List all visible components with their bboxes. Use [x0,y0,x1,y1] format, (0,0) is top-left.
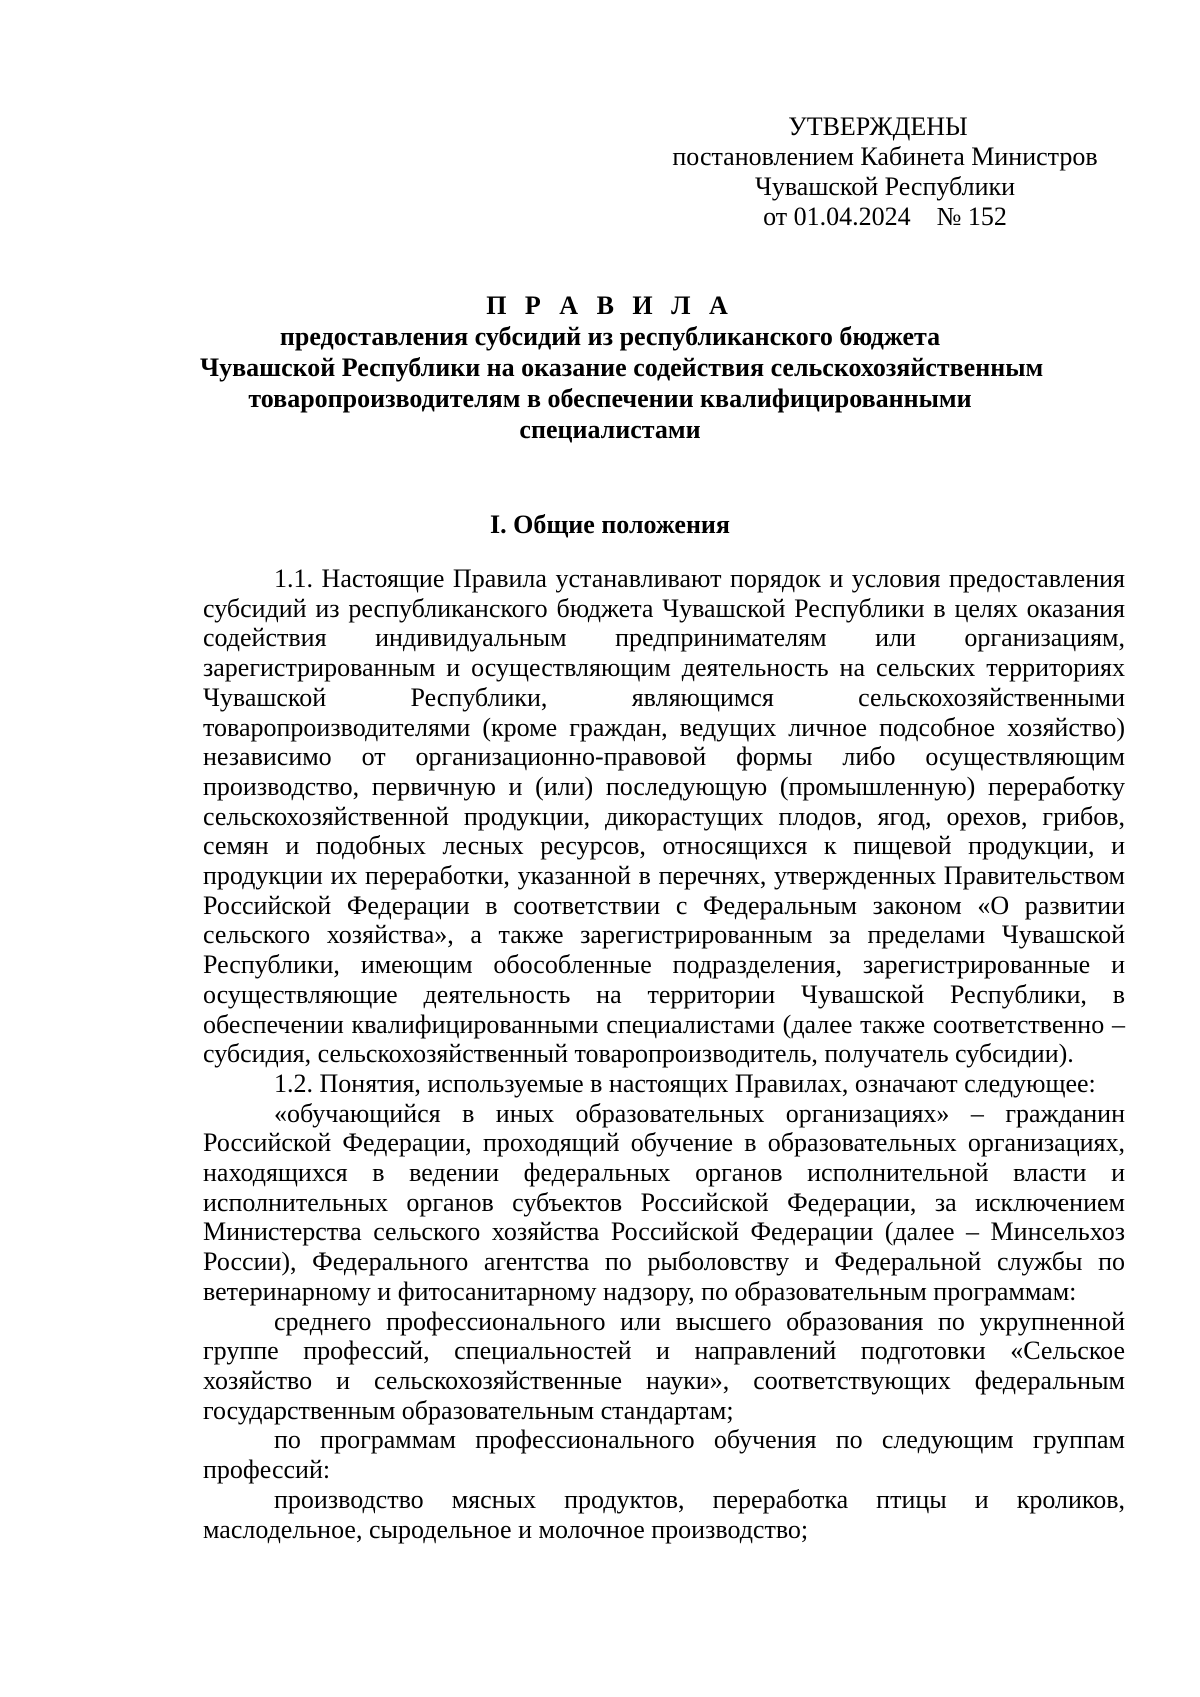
title-line: товаропроизводителям в обеспечении квалифицированными [248,384,972,413]
title-line: предоставления субсидий из республиканского бюджета [279,322,941,351]
approval-stamp [650,112,1120,232]
approval-line-approved: УТВЕРЖДЕНЫ [788,112,968,141]
section-heading: I. Общие положения [490,510,730,539]
paragraph: 1.2. Понятия, используемые в настоящих Правилах, означают следующее: [274,1068,1096,1098]
title-heading: П Р А В И Л А [486,291,734,320]
title-line: Чувашской Республики на оказание содействия сельскохозяйственным [200,353,1044,382]
approval-line-resolution: постановлением Кабинета Министров [672,142,1098,171]
approval-line-date-number: от 01.04.2024 № 152 [763,202,1007,231]
document-title [200,290,1044,445]
paragraph: 1.1. Настоящие Правила устанавливают порядок и условия предоставления субсидий из республиканского бюджета Чувашской Республики в целях оказания содействия индивидуальным предпринимателям или организациям, зарегистрированным и осуществляющим деятельность на сельских территориях Чувашской Республики, являющимся сельскохозяйственными товаропроизводителями (кроме граждан, ведущих личное подсобное хозяйство) независимо от организационно-правовой формы либо осуществляющим производство, первичную и (или) последующую (промышленную) переработку сельскохозяйственной продукции, дикорастущих плодов, ягод, орехов, грибов, семян и подобных лесных ресурсов, относящихся к пищевой продукции, и продукции их переработки, указанной в перечнях, утвержденных Правительством Российской Федерации в соответствии с Федеральным законом «О развитии сельского хозяйства», а также зарегистрированным за пределами Чувашской Республики, имеющим обособленные подразделения, зарегистрированные и осуществляющие деятельность на территории Чувашской Республики, в обеспечении квалифицированными специалистами (далее также соответственно – субсидия, сельскохозяйственный товаропроизводитель, получатель субсидии). [203,564,1125,1069]
paragraph: производство мясных продуктов, переработка птицы и кроликов, маслодельное, сыродельное и молочное производство; [203,1484,1125,1544]
paragraph: «обучающийся в иных образовательных организациях» – гражданин Российской Федерации, проходящий обучение в образовательных организациях, находящихся в ведении федеральных органов исполнительной власти и исполнительных органов субъектов Российской Федерации, за исключением Министерства сельского хозяйства Российской Федерации (далее – Минсельхоз России), Федерального агентства по рыболовству и Федеральной службы по ветеринарному и фитосанитарному надзору, по образовательным программам: [203,1098,1125,1306]
paragraph: среднего профессионального или высшего образования по укрупненной группе профессий, специальностей и направлений подготовки «Сельское хозяйство и сельскохозяйственные науки», соответствующих федеральным государственным образовательным стандартам; [203,1306,1125,1425]
document-body [203,564,1125,1544]
paragraph: по программам профессионального обучения по следующим группам профессий: [203,1425,1125,1485]
approval-line-republic: Чувашской Республики [754,172,1016,201]
title-line: специалистами [519,415,701,444]
